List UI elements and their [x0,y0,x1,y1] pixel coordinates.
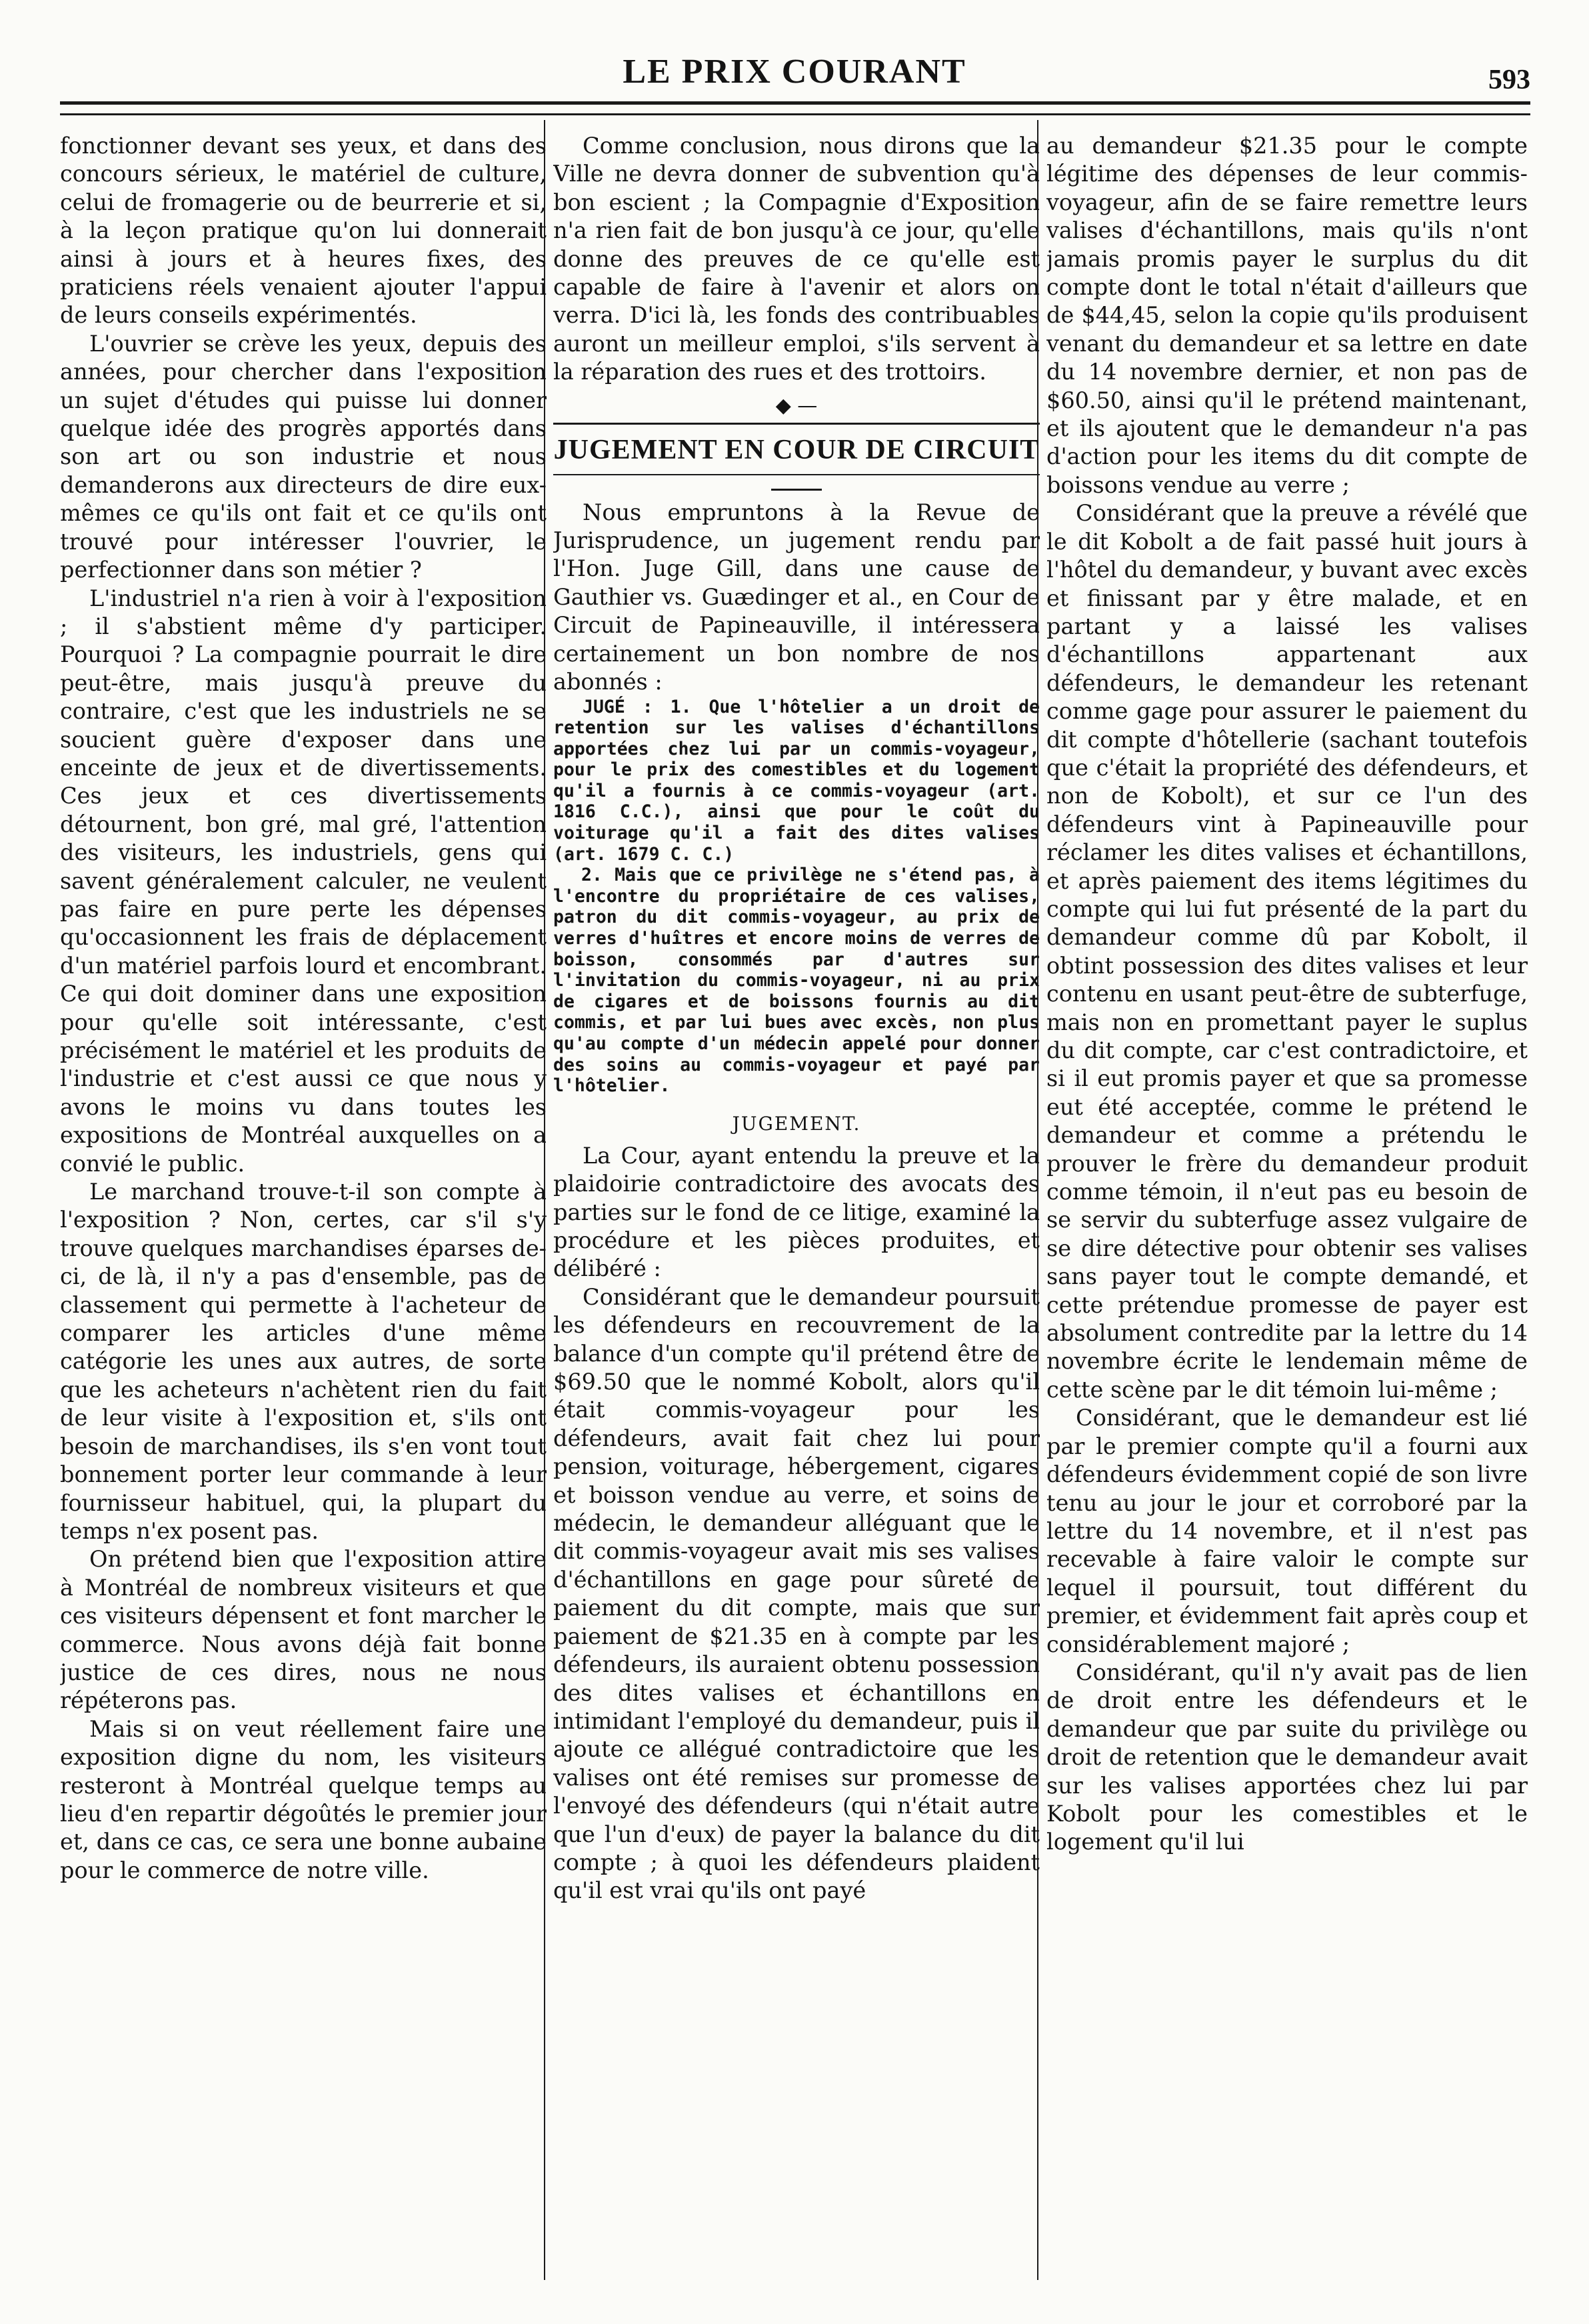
paragraph: L'ouvrier se crève les yeux, depuis des années, pour chercher dans l'exposition un sujet d'études qui puisse lui donner quelque idée des progrès apportés dans son art ou son industrie et nous demanderons aux directeurs de dire eux-mêmes ce qu'ils ont fait et ce qu'ils ont trouvé pour intéresser l'ouvrier, le perfectionner dans son métier ? [60,330,547,583]
paragraph: La Cour, ayant entendu la preuve et la plaidoirie contradictoire des avocats des parties sur le fond de ce litige, examiné la procédure et les pièces produites, et délibéré : [553,1142,1040,1282]
paragraph: Considérant que la preuve a révélé que le dit Kobolt a de fait passé huit jours à l'hôtel du demandeur, y buvant avec excès et finissant par y être malade, et en partant y a laissé les valises d'échantillons appartenant aux défendeurs, le demandeur les retenant comme gage pour assurer le paiement du dit compte d'hôtellerie (sachant toutefois que c'était la propriété des défendeurs, et non de Kobolt), et sur ce l'un des défendeurs vint à Papineauville pour réclamer les dites valises et échantillons, et après paiement des items légitimes du compte qui lui fut présenté de la part du demandeur comme dû par Kobolt, il obtint possession des dites valises et leur contenu en usant peut-être de subterfuge, mais non en promettant payer le suplus du dit compte, car c'est contradictoire, et si il eut promis payer et que sa promesse eut été acceptée, comme le prétend le demandeur et comme a prétendu le prouver le frère du demandeur produit comme témoin, il n'eut pas eu besoin de se servir du subterfuge assez vulgaire de se dire détective pour obtenir ses valises sans payer tout le compte demandé, et cette prétendue promesse de payer est absolument contredite par la lettre du 14 novembre écrite le lendemain même de cette scène par le dit témoin lui-même ; [1046,500,1528,1403]
article-intro: Nous empruntons à la Revue de Jurisprudence, un jugement rendu par l'Hon. Juge Gill, dans une cause de Gauthier vs. Guædinger et al., en Cour de Circuit de Papineauville, il intéressera certainement un bon nombre de nos abonnés : [553,499,1040,695]
paragraph: Le marchand trouve-t-il son compte à l'exposition ? Non, certes, car s'il s'y trouve quelques marchandises éparses de-ci, de là, il n'y a pas d'ensemble, pas de classement qui permette à l'acheteur de comparer les articles d'une même catégorie les unes aux autres, de sorte que les acheteurs n'achètent rien du fait de leur visite à l'exposition et, s'ils ont besoin de marchandises, ils s'en vont tout bonnement porter leur commande à leur fournisseur habituel, qui, la plupart du temps n'ex posent pas. [60,1179,547,1544]
header-rule-top [60,101,1530,105]
paragraph: Considérant, que le demandeur est lié par le premier compte qu'il a fourni aux défendeurs évidemment copié de son livre tenu au jour le jour et corroboré par la lettre du 14 novembre, et il n'est pas recevable à faire valoir le compte sur lequel il poursuit, tout différent du premier, et évidemment fait après coup et considérablement majoré ; [1046,1405,1528,1657]
page-number: 593 [1488,65,1530,95]
judgement-subheading: JUGEMENT. [732,1112,861,1135]
paragraph: fonctionner devant ses yeux, et dans des concours sérieux, le matériel de culture, celui de fromagerie ou de beurrerie et si, à la leçon pratique qu'on lui donnerait ainsi à jours et à heures fixes, des praticiens réels venaient ajouter l'appui de leurs conseils expérimentés. [60,133,547,329]
page-header-title: LE PRIX COURANT [623,53,966,91]
headnote-2: 2. Mais que ce privilège ne s'étend pas, à l'encontre du propriétaire de ces valises, patron du dit commis-voyageur, au prix de verres d'huîtres et encore moins de verres de boisson, consommés par d'autres sur l'invitation du commis-voyageur, ni au prix de cigares et de boissons fournis au dit commis, et par lui bues avec excès, non plus qu'au compte d'un médecin appelé pour donner des soins au commis-voyageur et payé par l'hôtelier. [553,865,1040,1097]
paragraph: On prétend bien que l'exposition attire à Montréal de nombreux visiteurs et que ces visiteurs dépensent et font marcher le commerce. Nous avons déjà fait bonne justice de ces dires, nous ne nous répéterons pas. [60,1546,547,1714]
column-left [60,132,547,2265]
paragraph: Mais si on veut réellement faire une exposition digne du nom, les visiteurs resteront à Montréal quelque temps au lieu d'en repartir dégoûtés le premier jour et, dans ce cas, ce sera une bonne aubaine pour le commerce de notre ville. [60,1715,547,1883]
header-rule-bottom [60,113,1530,115]
paragraph: L'industriel n'a rien à voir à l'exposition ; il s'abstient même d'y participer. Pourquoi ? La compagnie pourrait le dire peut-être, mais jusqu'à preuve du contraire, c'est que les industriels ne se soucient guère d'exposer dans une enceinte de jeux et de divertissements. Ces jeux et ces divertissements détournent, bon gré, mal gré, l'attention des visiteurs, les industriels, gens qui savent généralement calculer, ne veulent pas faire en pure perte les dépenses qu'occasionnent les frais de déplacement d'un matériel parfois lourd et encombrant. Ce qui doit dominer dans une exposition pour qu'elle soit intéressante, c'est précisément le matériel et les produits de l'industrie et c'est aussi ce que nous y avons le moins vu dans toutes les expositions de Montréal auxquelles on a convié le public. [60,585,547,1177]
paragraph: Considérant, qu'il n'y avait pas de lien de droit entre les défendeurs et le demandeur que par suite du privilège ou droit de retention que le demandeur avait sur les valises apportées chez lui par Kobolt pour les comestibles et le logement qu'il lui [1046,1659,1528,1855]
column-right [1046,132,1528,2265]
article-heading: JUGEMENT EN COUR DE CIRCUIT [553,423,1040,475]
headnote-1: JUGÉ : 1. Que l'hôtelier a un droit de retention sur les valises d'échantillons apportées chez lui par un commis-voyageur, pour le prix des comestibles et du logement qu'il a fournis à ce commis-voyageur (art. 1816 C.C.), ainsi que pour le coût du voiturage qu'il a fait des dites valises (art. 1679 C. C.) [553,696,1040,865]
paragraph: Considérant que le demandeur poursuit les défendeurs en recouvrement de la balance d'un compte qu'il prétend être de $69.50 que le nommé Kobolt, alors qu'il était commis-voyageur pour les défendeurs, avait fait chez lui pour pension, voiturage, hébergement, cigares et boisson vendue au verre, et soins de médecin, le demandeur alléguant que le dit commis-voyageur avait mis ses valises d'échantillons en gage pour sûreté de paiement du dit compte, mais que sur paiement de $21.35 en à compte par les défendeurs, ils auraient obtenu possession des dites valises et échantillons en intimidant l'employé du demandeur, puis il ajoute ce allégué contradictoire que les valises ont été remises sur promesse de l'envoyé des défendeurs (qui n'était autre que l'un d'eux) de payer la balance du dit compte ; à quoi les défendeurs plaident qu'il est vrai qu'ils ont payé [553,1283,1040,1904]
paragraph: au demandeur $21.35 pour le compte légitime des dépenses de leur commis-voyageur, afin de se faire remettre leurs valises d'échantillons, mais qu'ils n'ont jamais promis payer le surplus du dit compte dont le total n'était d'ailleurs que de $44,45, selon la copie qu'ils produisent venant du demandeur et sa lettre en date du 14 novembre dernier, et non pas de $60.50, ainsi qu'il le prétend maintenant, et ils ajoutent que le demandeur n'a pas d'action pour les items du dit compte de boissons vendue au verre ; [1046,133,1528,498]
short-divider-rule [771,489,822,491]
section-ornament: ◆ — [775,393,818,417]
paragraph: Comme conclusion, nous dirons que la Ville ne devra donner de subvention qu'à bon escient ; la Compagnie d'Exposition n'a rien fait de bon jusqu'à ce jour, qu'elle donne des preuves de ce qu'elle est capable de faire à l'avenir et alors on verra. D'ici là, les fonds des contribuables auront un meilleur emploi, s'ils servent à la réparation des rues et des trottoirs. [553,133,1040,385]
column-middle [553,132,1040,2265]
